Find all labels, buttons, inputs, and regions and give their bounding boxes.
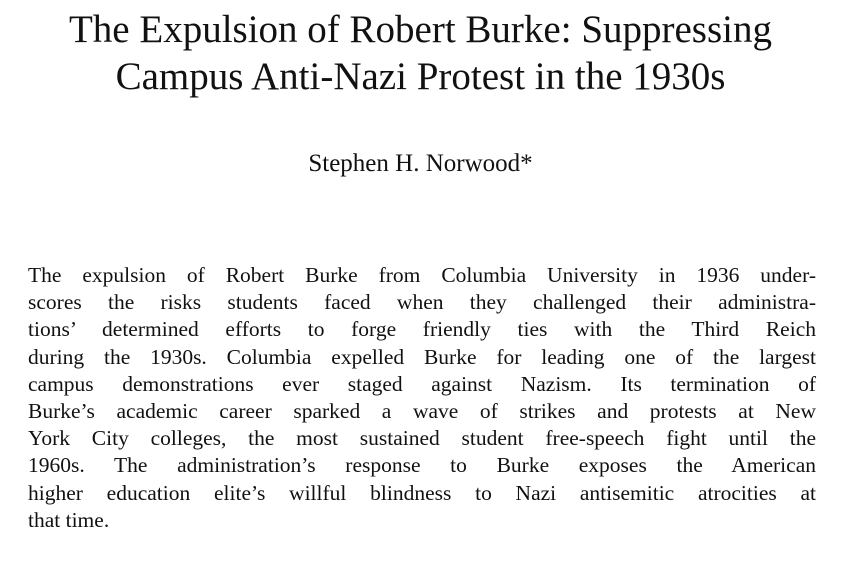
abstract-line-3: tions’ determined efforts to forge friendly ties with the Third Reich [28,317,816,342]
author-name: Stephen H. Norwood* [308,150,533,177]
abstract-line-2: scores the risks students faced when they challenged their administra- [28,290,816,315]
abstract-line-4: during the 1930s. Columbia expelled Burke for leading one of the largest [28,344,816,369]
abstract-line-6: Burke’s academic career sparked a wave of strikes and protests at New [28,399,816,424]
abstract-line-10: that time. [28,507,110,532]
title-line-1: The Expulsion of Robert Burke: Suppressing [68,8,772,51]
abstract-line-8: 1960s. The administration’s response to Burke exposes the American [28,453,816,478]
abstract-line-5: campus demonstrations ever staged against Nazism. Its termination of [28,371,816,396]
abstract-line-1: The expulsion of Robert Burke from Columbia University in 1936 under- [28,263,816,287]
abstract-line-9: higher education elite’s willful blindness to Nazi antisemitic atrocities at [28,480,816,505]
abstract [28,262,816,534]
article-title [0,6,841,100]
abstract-line-7: York City colleges, the most sustained student free-speech fight until the [28,426,816,451]
title-line-2: Campus Anti-Nazi Protest in the 1930s [115,55,726,98]
